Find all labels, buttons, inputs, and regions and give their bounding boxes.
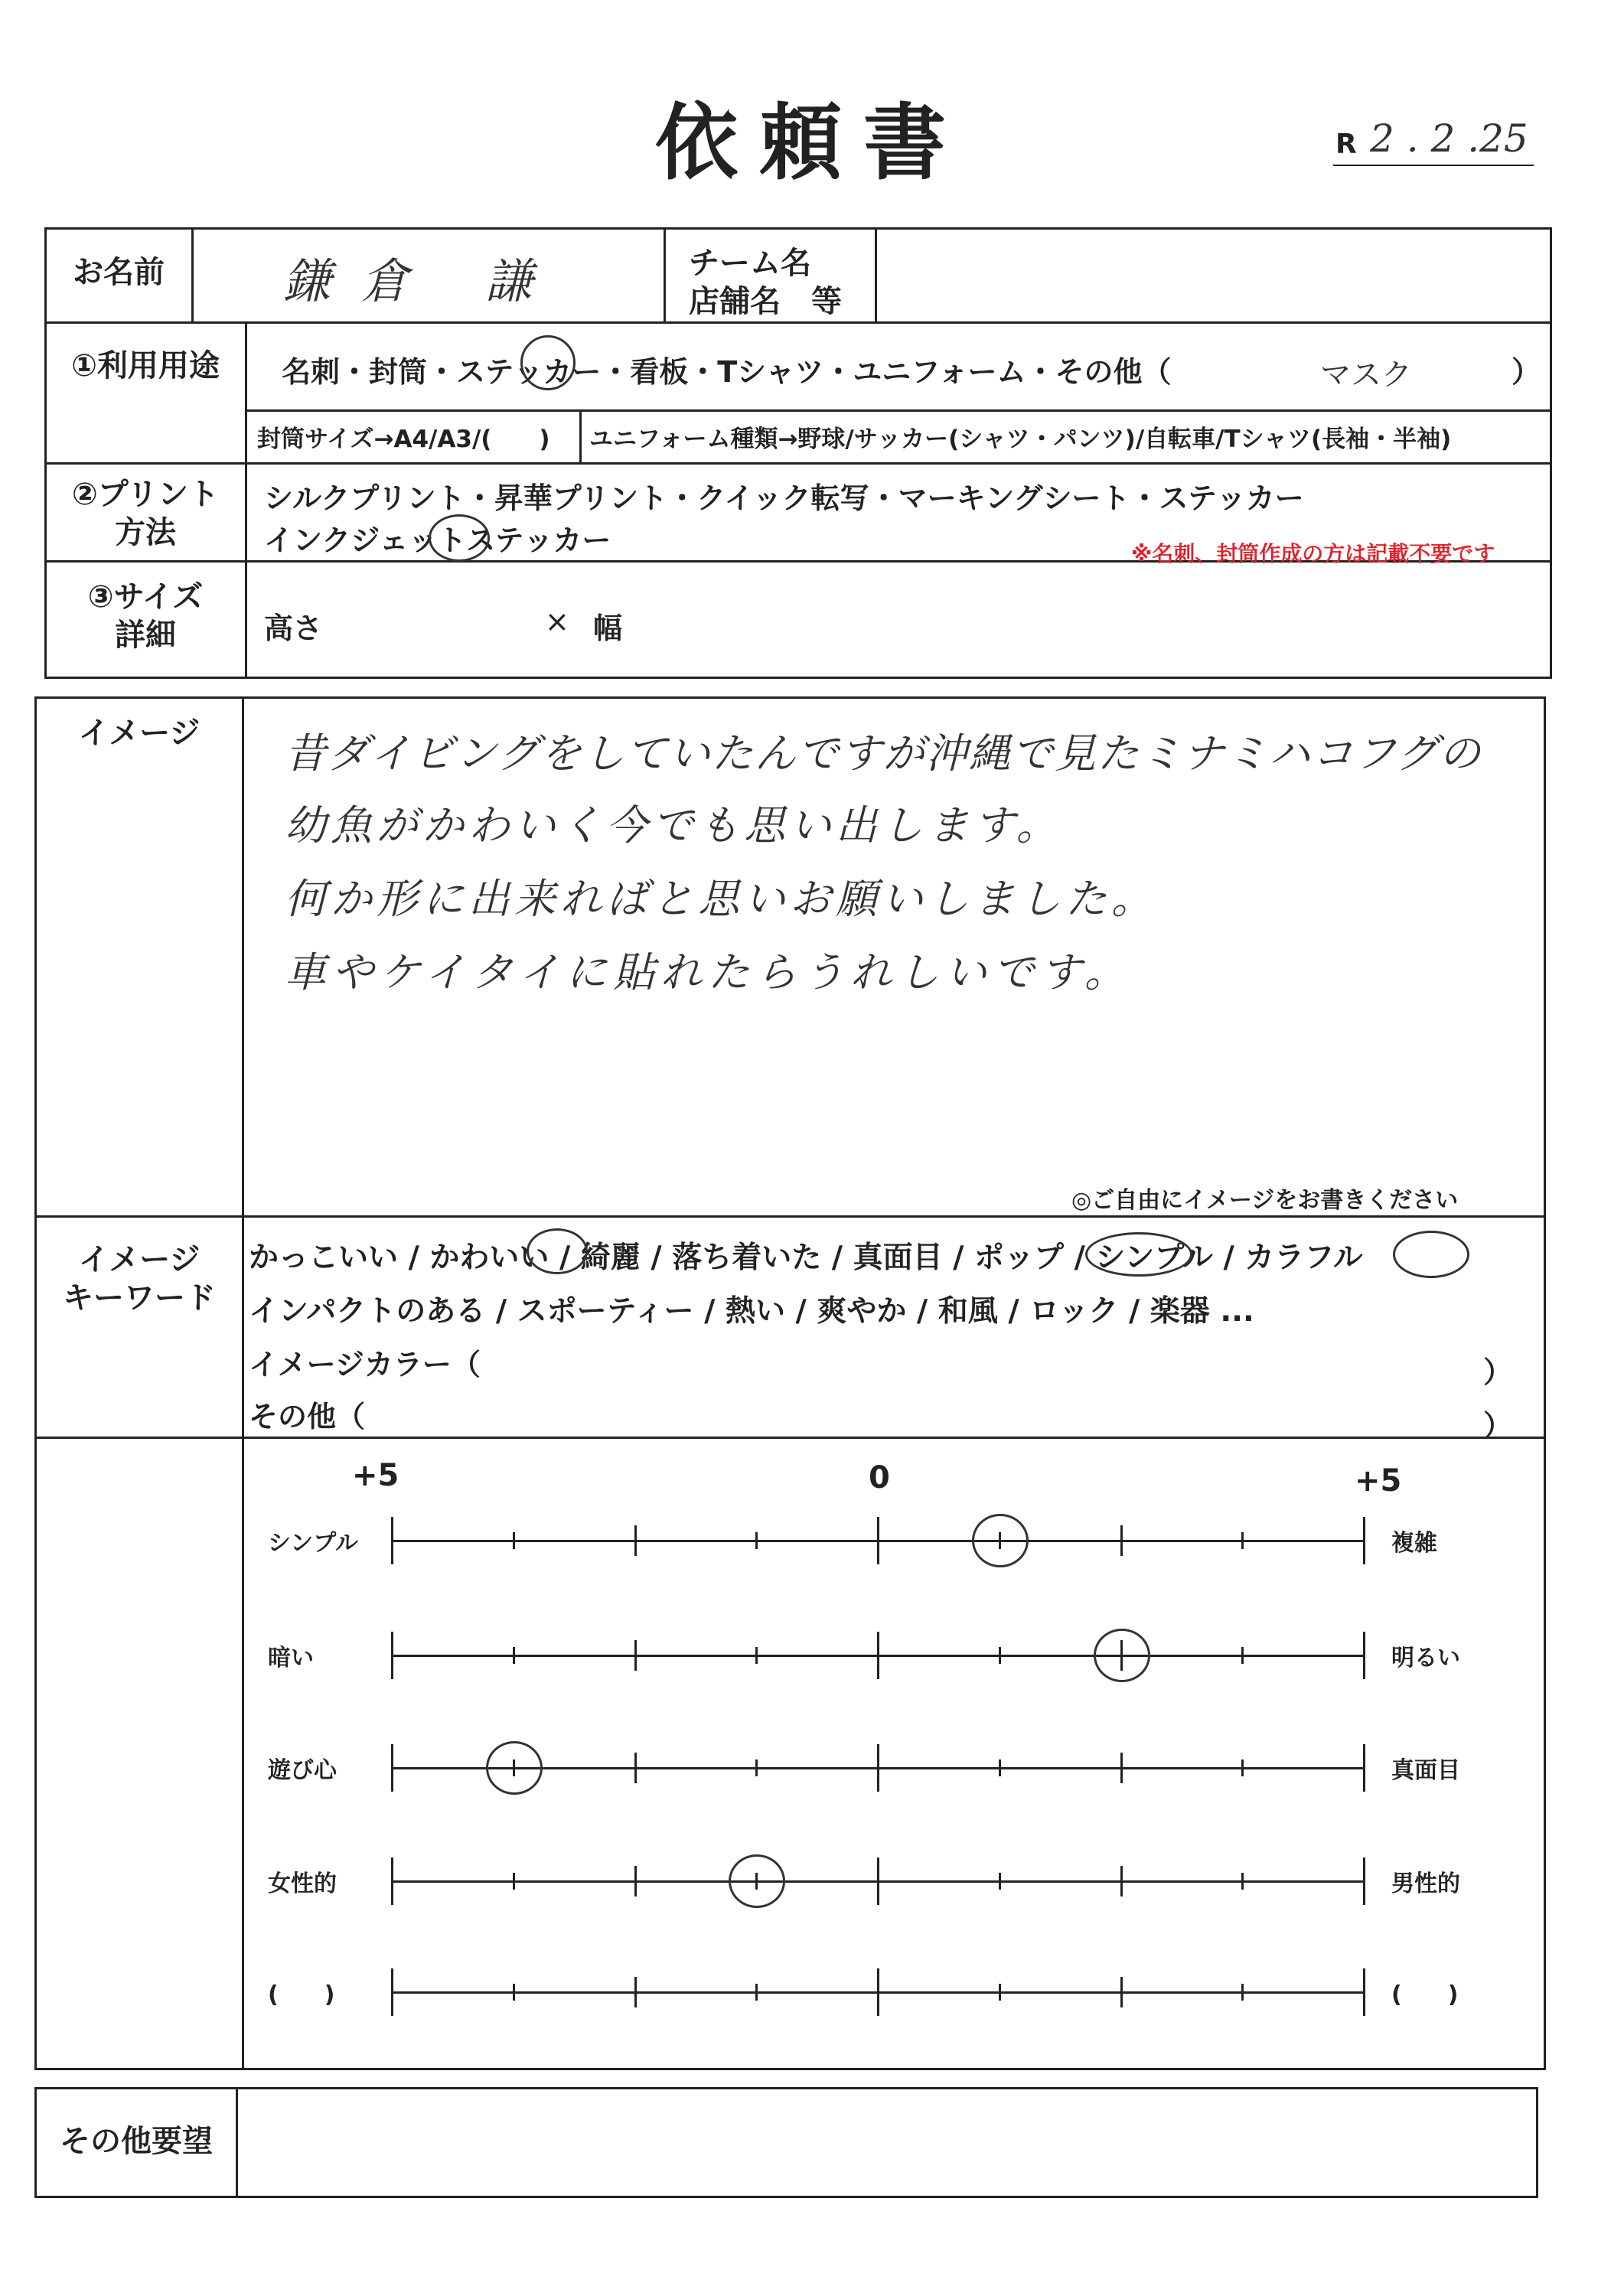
scale-left-label: ( ) (268, 1981, 335, 2008)
scale-tick[interactable] (634, 1640, 637, 1671)
usage-label: ①利用用途 (71, 348, 220, 383)
scale-tick[interactable] (999, 1984, 1001, 2001)
keywords-other-close: ） (1483, 1409, 1513, 1443)
scale-right-label: 男性的 (1391, 1870, 1460, 1897)
scale-tick[interactable] (999, 1760, 1001, 1776)
image-color-label: イメージカラー（ (249, 1348, 481, 1381)
keywords-other-label: その他（ (249, 1400, 366, 1433)
scale-right-label: 真面目 (1391, 1757, 1460, 1784)
scale-left-label: 遊び心 (268, 1757, 337, 1784)
scale-tick[interactable] (1241, 1532, 1244, 1549)
print-note: ※名刺、封筒作成の方は記載不要です (1131, 541, 1495, 566)
scale-tick[interactable] (877, 1857, 879, 1905)
print-label-line1: ②プリント (71, 477, 220, 512)
scale-tick[interactable] (1120, 1753, 1123, 1783)
size-width-field[interactable] (651, 597, 1538, 643)
other-requests-label: その他要望 (60, 2124, 213, 2159)
scale-tick[interactable] (513, 1647, 515, 1664)
image-handwritten-line4[interactable]: 車やケイタイに貼れたらうれしいです。 (285, 948, 1132, 996)
usage-other-value[interactable]: マスク (1320, 357, 1412, 393)
image-label: イメージ (78, 716, 201, 751)
image-handwritten-line1[interactable]: 昔ダイビングをしていたんですが沖縄で見たミナミハコフグの (285, 729, 1482, 778)
scale-tick[interactable] (1241, 1984, 1244, 2001)
keyword-circle-kawaii (527, 1228, 588, 1274)
image-color-field[interactable] (520, 1338, 1469, 1380)
scale-tick[interactable] (999, 1647, 1001, 1664)
scale-tick[interactable] (513, 1532, 515, 1549)
date-value: 2 . 2 .25 (1370, 116, 1528, 161)
scale-right-label: ( ) (1391, 1981, 1459, 2008)
scale-tick[interactable] (1120, 1977, 1123, 2007)
image-handwritten-line2[interactable]: 幼魚がかわいく今でも思い出します。 (285, 801, 1062, 850)
scale-tick[interactable] (999, 1873, 1001, 1890)
scale-selected-circle (729, 1854, 785, 1908)
scale-tick[interactable] (634, 1977, 637, 2007)
scale-tick[interactable] (1363, 1857, 1365, 1905)
scale-tick[interactable] (877, 1517, 879, 1564)
size-width-label: 幅 (593, 612, 623, 645)
scale-selected-circle (1094, 1629, 1150, 1682)
scale-tick[interactable] (513, 1984, 515, 2001)
size-height-field[interactable] (329, 597, 536, 643)
page-title: 依頼書 (654, 96, 967, 191)
scale-tick[interactable] (755, 1760, 758, 1776)
date-era: R (1335, 129, 1357, 160)
scale-tick[interactable] (1241, 1760, 1244, 1776)
scale-right-label: 明るい (1391, 1645, 1460, 1671)
keywords-label-line1: イメージ (78, 1242, 201, 1277)
scale-tick[interactable] (513, 1873, 515, 1890)
team-label-line2: 店舗名 等 (689, 284, 842, 319)
uniform-type: ユニフォーム種類→野球/サッカー(シャツ・パンツ)/自転車/Tシャツ(長袖・半袖) (589, 426, 1452, 453)
scale-right-label: 複雑 (1391, 1530, 1437, 1557)
size-label-line2: 詳細 (115, 618, 176, 653)
print-label-line2: 方法 (115, 515, 176, 550)
scale-tick[interactable] (1363, 1968, 1365, 2016)
scale-tick[interactable] (1363, 1632, 1365, 1679)
scale-tick[interactable] (755, 1647, 758, 1664)
team-label-line1: チーム名 (689, 246, 811, 281)
scale-tick[interactable] (877, 1632, 879, 1679)
scale-tick[interactable] (1120, 1866, 1123, 1896)
scale-selected-circle (972, 1514, 1029, 1567)
size-label-line1: ③サイズ (87, 579, 204, 615)
name-label: お名前 (73, 255, 165, 290)
size-times: × (545, 605, 569, 638)
scale-tick[interactable] (391, 1857, 393, 1905)
scale-left-label: 暗い (268, 1645, 314, 1671)
scale-tick[interactable] (877, 1968, 879, 2016)
name-field[interactable]: 鎌倉 謙 (283, 253, 563, 309)
scale-top-right: +5 (1355, 1463, 1402, 1499)
scale-tick[interactable] (1120, 1525, 1123, 1556)
scale-tick[interactable] (391, 1632, 393, 1679)
scale-tick[interactable] (1363, 1517, 1365, 1564)
scale-tick[interactable] (391, 1968, 393, 2016)
keywords-line1: かっこいい / かわいい / 綺麗 / 落ち着いた / 真面目 / ポップ / シンプル / カラフル (249, 1241, 1363, 1275)
image-color-close: ） (1483, 1355, 1513, 1389)
scales-table (34, 1439, 1546, 2070)
other-requests-field[interactable] (245, 2093, 1531, 2191)
scale-top-center: 0 (869, 1460, 890, 1495)
keyword-circle-pop (1085, 1232, 1192, 1277)
image-hint: ◎ご自由にイメージをお書きください (1071, 1187, 1459, 1214)
scale-tick[interactable] (877, 1744, 879, 1792)
print-options-line2: インクジェットステッカー (264, 523, 611, 557)
scale-selected-circle (486, 1741, 543, 1795)
scale-tick[interactable] (1241, 1873, 1244, 1890)
envelope-size: 封筒サイズ→A4/A3/( ) (257, 426, 550, 453)
scale-tick[interactable] (755, 1984, 758, 2001)
usage-options: 名刺・封筒・ステッカー・看板・Tシャツ・ユニフォーム・その他（ (282, 355, 1172, 389)
scale-tick[interactable] (634, 1753, 637, 1783)
scale-tick[interactable] (391, 1517, 393, 1564)
scale-tick[interactable] (1241, 1647, 1244, 1664)
date-underline (1333, 165, 1534, 166)
scale-left-label: シンプル (268, 1530, 359, 1557)
usage-close-paren: ） (1511, 355, 1541, 389)
keywords-label-line2: キーワード (63, 1280, 216, 1316)
scale-left-label: 女性的 (268, 1870, 337, 1897)
scale-tick[interactable] (634, 1866, 637, 1896)
print-options-line1: シルクプリント・昇華プリント・クイック転写・マーキングシート・ステッカー (264, 481, 1304, 515)
scale-tick[interactable] (634, 1525, 637, 1556)
scale-tick[interactable] (755, 1532, 758, 1549)
scale-tick[interactable] (1363, 1744, 1365, 1792)
keywords-line2: インパクトのある / スポーティー / 熱い / 爽やか / 和風 / ロック / 楽器 ... (249, 1294, 1254, 1329)
keyword-circle-colorful (1393, 1231, 1469, 1278)
keywords-other-field[interactable] (383, 1390, 1469, 1432)
print-selected-circle (429, 514, 490, 562)
image-handwritten-line3[interactable]: 何か形に出来ればと思いお願いしました。 (285, 875, 1157, 923)
scale-tick[interactable] (391, 1744, 393, 1792)
scale-top-left: +5 (352, 1458, 399, 1493)
usage-selected-circle (520, 335, 576, 390)
team-field[interactable] (880, 233, 1546, 318)
size-height-label: 高さ (264, 612, 323, 645)
